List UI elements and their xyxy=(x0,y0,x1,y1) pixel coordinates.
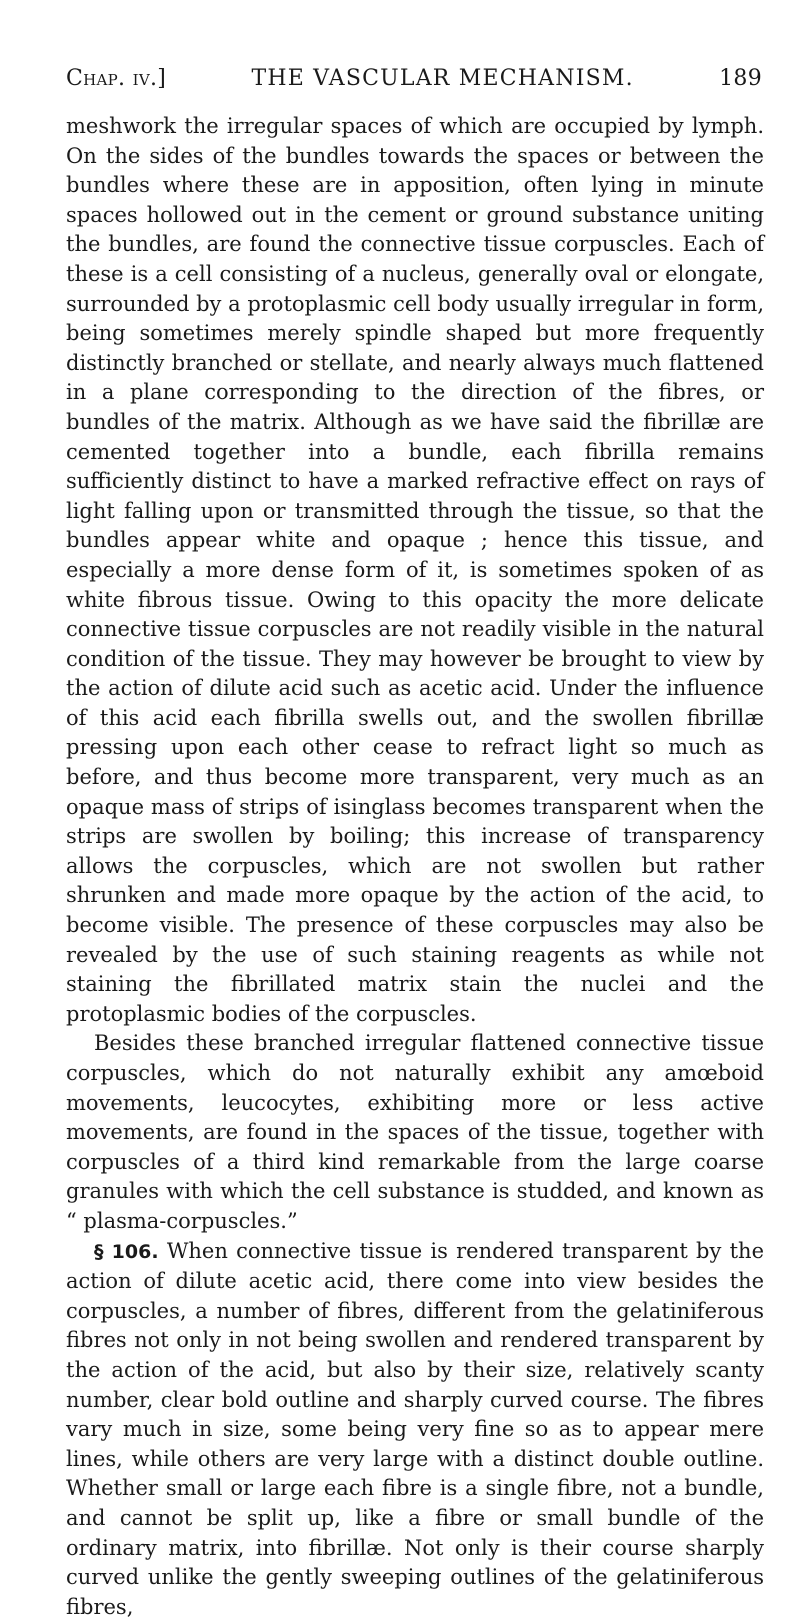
paragraph-2: Besides these branched irregular flattened connective tissue corpuscles, which do not naturally exhibit any amœboid movements, leucocytes, exhibiting more or less active movements, are found in the spaces of the tissue, together with corpuscles of a third kind remarkable from the large coarse granules with which the cell substance is studded, and known as “ plasma-corpuscles.” xyxy=(66,1031,764,1233)
page-number: 189 xyxy=(719,66,762,91)
body-text xyxy=(66,112,764,1622)
chapter-label: Chap. iv.] xyxy=(66,66,167,91)
paragraph-1: meshwork the irregular spaces of which are occupied by lymph. On the sides of the bundles towards the spaces or between the bundles where these are in apposition, often lying in minute spaces hollowed out in the cement or ground substance uniting the bundles, are found the connective tissue corpuscles. Each of these is a cell consisting of a nucleus, generally oval or elongate, surrounded by a protoplasmic cell body usually irregular in form, being sometimes merely spindle shaped but more frequently distinctly branched or stellate, and nearly always much flattened in a plane corresponding to the direction of the fibres, or bundles of the matrix. Although as we have said the fibrillæ are cemented together into a bundle, each fibrilla remains sufficiently distinct to have a marked refractive effect on rays of light falling upon or transmitted through the tissue, so that the bundles appear white and opaque ; hence this tissue, and especially a more dense form of it, is sometimes spoken of as white fibrous tissue. Owing to this opacity the more delicate connective tissue corpuscles are not readily visible in the natural condition of the tissue. They may however be brought to view by the action of dilute acid such as acetic acid. Under the influence of this acid each fibrilla swells out, and the swollen fibrillæ pressing upon each other cease to refract light so much as before, and thus become more transparent, very much as an opaque mass of strips of isinglass becomes transparent when the strips are swollen by boiling; this increase of transparency allows the corpuscles, which are not swollen but rather shrunken and made more opaque by the action of the acid, to become visible. The presence of these corpuscles may also be revealed by the use of such staining reagents as while not staining the fibrillated matrix stain the nuclei and the protoplasmic bodies of the corpuscles. xyxy=(66,114,764,1026)
paragraph-3-text: When connective tissue is rendered transparent by the action of dilute acetic acid, there come into view besides the corpuscles, a number of fibres, different from the gelatiniferous fibres not only in not being swollen and rendered transparent by the action of the acid, but also by their size, relatively scanty number, clear bold outline and sharply curved course. The fibres vary much in size, some being very fine so as to appear mere lines, while others are very large with a distinct double outline. Whether small or large each fibre is a single fibre, not a bundle, and cannot be split up, like a fibre or small bundle of the ordinary matrix, into fibrillæ. Not only is their course sharply curved unlike the gently sweeping outlines of the gelatiniferous fibres, xyxy=(66,1238,765,1619)
paragraph-3 xyxy=(66,1237,764,1622)
section-number: § 106. xyxy=(94,1240,159,1263)
running-head xyxy=(66,66,762,102)
chapter-title: THE VASCULAR MECHANISM. xyxy=(251,66,634,91)
